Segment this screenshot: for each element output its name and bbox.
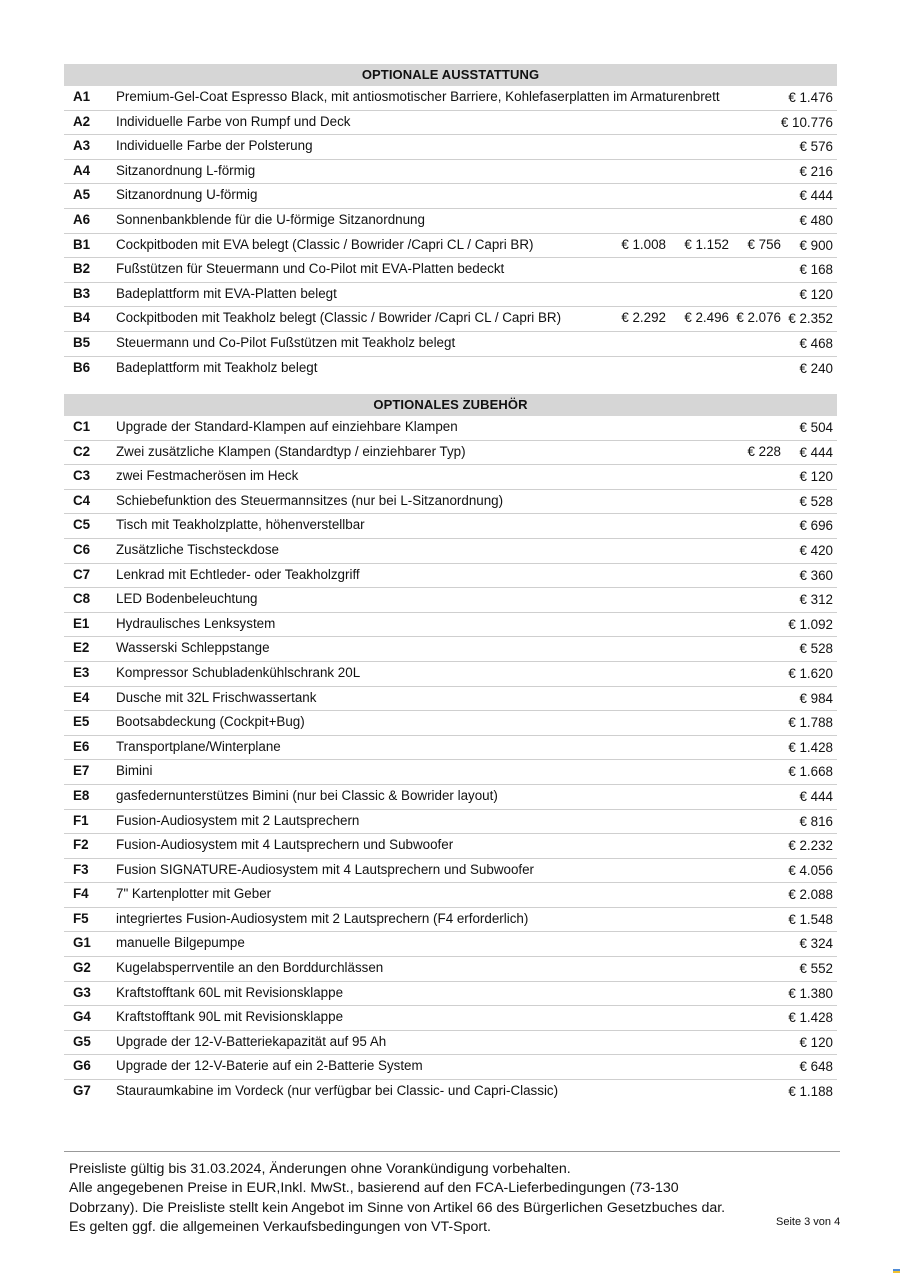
table-row (64, 258, 837, 283)
item-price: € 1.428 (788, 739, 833, 755)
item-description: Sitzanordnung L-förmig (116, 162, 256, 178)
item-price: € 2.232 (788, 838, 833, 854)
table-row (64, 662, 837, 687)
item-code: G1 (73, 935, 91, 951)
optional-accessories-rows (64, 416, 837, 1104)
table-row (64, 441, 837, 466)
item-code: E3 (73, 664, 90, 680)
item-code: E8 (73, 787, 90, 803)
item-price: € 576 (799, 139, 833, 155)
item-description: Sonnenbankblende für die U-förmige Sitzanordnung (116, 211, 425, 227)
item-price: € 816 (799, 813, 833, 829)
table-row (64, 613, 837, 638)
item-price: € 1.092 (788, 616, 833, 632)
item-code: F1 (73, 812, 89, 828)
item-description: Premium-Gel-Coat Espresso Black, mit antiosmotischer Barriere, Kohlefaserplatten im Armaturenbrett (116, 89, 720, 104)
item-variant-price: € 2.076 (736, 310, 781, 326)
footer-line: Preisliste gültig bis 31.03.2024, Änderungen ohne Vorankündigung vorbehalten. (69, 1161, 571, 1177)
item-description: Zwei zusätzliche Klampen (Standardtyp / einziehbarer Typ) (116, 443, 466, 459)
table-row (64, 687, 837, 712)
table-row (64, 283, 837, 308)
item-description: Badeplattform mit EVA-Platten belegt (116, 285, 337, 301)
table-row (64, 86, 837, 111)
optional-accessories-section (64, 394, 837, 1104)
item-price: € 480 (799, 212, 833, 228)
item-price: € 216 (799, 163, 833, 179)
item-code: B5 (73, 334, 91, 350)
item-description: gasfedernunterstützes Bimini (nur bei Classic & Bowrider layout) (116, 787, 498, 803)
item-price: € 528 (799, 493, 833, 509)
item-variant-price: € 2.496 (684, 310, 729, 326)
item-code: A4 (73, 162, 91, 178)
table-row (64, 539, 837, 564)
item-description: Bimini (116, 763, 153, 779)
item-code: B4 (73, 310, 91, 326)
item-code: G6 (73, 1058, 91, 1074)
item-description: Upgrade der Standard-Klampen auf einziehbare Klampen (116, 419, 458, 434)
item-code: E7 (73, 763, 90, 779)
table-row (64, 908, 837, 933)
table-row (64, 1055, 837, 1080)
item-price: € 468 (799, 335, 833, 351)
item-price: € 1.188 (788, 1084, 833, 1100)
item-description: Sitzanordnung U-förmig (116, 187, 258, 203)
item-description: LED Bodenbeleuchtung (116, 591, 258, 607)
page-number: Seite 3 von 4 (776, 1216, 841, 1228)
item-code: E1 (73, 615, 90, 631)
item-price: € 120 (799, 286, 833, 302)
item-code: B6 (73, 359, 91, 375)
corner-mark-icon (893, 1269, 900, 1274)
item-description: Schiebefunktion des Steuermannsitzes (nur bei L-Sitzanordnung) (116, 492, 504, 508)
table-row (64, 160, 837, 185)
item-code: E2 (73, 640, 90, 656)
item-description: Upgrade der 12-V-Batteriekapazität auf 95 Ah (116, 1033, 387, 1049)
table-row (64, 416, 837, 441)
item-price: € 2.088 (788, 887, 833, 903)
table-row (64, 785, 837, 810)
item-code: B2 (73, 261, 91, 277)
item-description: 7" Kartenplotter mit Geber (116, 886, 272, 902)
footer-notes (69, 1160, 789, 1238)
item-description: Dusche mit 32L Frischwassertank (116, 689, 317, 705)
item-description: Cockpitboden mit EVA belegt (Classic / Bowrider /Capri CL / Capri BR) (116, 236, 534, 252)
item-description: Badeplattform mit Teakholz belegt (116, 359, 318, 375)
table-row (64, 135, 837, 160)
item-price: € 1.620 (788, 665, 833, 681)
item-description: Steuermann und Co-Pilot Fußstützen mit Teakholz belegt (116, 334, 456, 350)
table-row (64, 184, 837, 209)
item-variant-price: € 1.008 (621, 236, 666, 252)
item-description: Kraftstofftank 60L mit Revisionsklappe (116, 984, 344, 1000)
item-description: Hydraulisches Lenksystem (116, 615, 276, 631)
item-code: F2 (73, 837, 89, 853)
item-description: Lenkrad mit Echtleder- oder Teakholzgriff (116, 566, 360, 582)
table-row (64, 810, 837, 835)
optional-equipment-section (64, 64, 837, 380)
item-code: C4 (73, 492, 91, 508)
table-row (64, 307, 837, 332)
item-code: C2 (73, 443, 91, 459)
table-row (64, 490, 837, 515)
item-price: € 552 (799, 961, 833, 977)
item-variant-price: € 1.152 (684, 236, 729, 252)
table-row (64, 957, 837, 982)
footer-line: Es gelten ggf. die allgemeinen Verkaufsbedingungen von VT-Sport. (69, 1219, 491, 1236)
table-row (64, 588, 837, 613)
item-price: € 168 (799, 262, 833, 278)
item-description: Zusätzliche Tischsteckdose (116, 541, 279, 557)
item-code: E5 (73, 714, 90, 730)
optional-accessories-heading: OPTIONALES ZUBEHÖR (64, 394, 837, 416)
item-code: F5 (73, 910, 89, 926)
item-code: G2 (73, 960, 91, 976)
item-price: € 528 (799, 641, 833, 657)
item-price: € 1.476 (788, 90, 833, 105)
item-description: zwei Festmacherösen im Heck (116, 468, 299, 484)
table-row (64, 357, 837, 381)
table-row (64, 332, 837, 357)
item-price: € 504 (799, 420, 833, 435)
item-description: Upgrade der 12-V-Baterie auf ein 2-Batterie System (116, 1058, 423, 1074)
item-price: € 1.380 (788, 985, 833, 1001)
item-price: € 120 (799, 1034, 833, 1050)
item-price: € 324 (799, 936, 833, 952)
item-price: € 120 (799, 469, 833, 485)
item-description: Bootsabdeckung (Cockpit+Bug) (116, 714, 305, 730)
table-row (64, 859, 837, 884)
item-code: G5 (73, 1033, 91, 1049)
item-code: E6 (73, 738, 90, 754)
item-description: Fußstützen für Steuermann und Co-Pilot mit EVA-Platten bedeckt (116, 261, 505, 277)
table-row (64, 760, 837, 785)
table-row (64, 883, 837, 908)
item-price: € 312 (799, 592, 833, 608)
optional-equipment-rows (64, 86, 837, 380)
table-row (64, 932, 837, 957)
item-price: € 900 (799, 237, 833, 253)
item-variant-price: € 228 (747, 443, 781, 459)
table-row (64, 465, 837, 490)
table-row (64, 711, 837, 736)
footer-line: Dobrzany). Die Preisliste stellt kein Angebot im Sinne von Artikel 66 des Bürgerlichen Gesetzbuches dar. (69, 1199, 726, 1216)
item-code: A6 (73, 211, 91, 227)
footer-divider (64, 1151, 840, 1152)
item-code: E4 (73, 689, 90, 705)
table-row (64, 1080, 837, 1104)
item-description: Transportplane/Winterplane (116, 738, 281, 754)
table-row (64, 982, 837, 1007)
item-price: € 420 (799, 542, 833, 558)
item-variant-price: € 2.292 (621, 310, 666, 326)
table-row (64, 1006, 837, 1031)
item-price: € 240 (799, 360, 833, 376)
table-row (64, 234, 837, 259)
item-description: Individuelle Farbe der Polsterung (116, 138, 313, 154)
item-price: € 648 (799, 1059, 833, 1075)
item-code: C8 (73, 591, 91, 607)
item-code: G3 (73, 984, 91, 1000)
table-row (64, 111, 837, 136)
table-row (64, 1031, 837, 1056)
item-description: Fusion-Audiosystem mit 2 Lautsprechern (116, 812, 360, 828)
item-price: € 444 (799, 788, 833, 804)
item-description: Kompressor Schubladenkühlschrank 20L (116, 664, 361, 680)
item-code: C1 (73, 419, 91, 434)
item-description: Individuelle Farbe von Rumpf und Deck (116, 113, 351, 129)
item-code: A2 (73, 113, 91, 129)
table-row (64, 834, 837, 859)
item-variant-price: € 756 (747, 236, 781, 252)
table-row (64, 736, 837, 761)
item-price: € 360 (799, 567, 833, 583)
item-code: B1 (73, 236, 91, 252)
table-row (64, 564, 837, 589)
item-price: € 1.548 (788, 911, 833, 927)
item-description: manuelle Bilgepumpe (116, 935, 245, 951)
item-price: € 1.428 (788, 1010, 833, 1026)
item-description: Tisch mit Teakholzplatte, höhenverstellbar (116, 517, 365, 533)
item-price: € 696 (799, 518, 833, 534)
item-description: Fusion-Audiosystem mit 4 Lautsprechern und Subwoofer (116, 837, 454, 853)
item-price: € 10.776 (780, 114, 833, 130)
item-code: C5 (73, 517, 91, 533)
item-code: C3 (73, 468, 91, 484)
item-description: integriertes Fusion-Audiosystem mit 2 Lautsprechern (F4 erforderlich) (116, 910, 529, 926)
item-description: Kraftstofftank 90L mit Revisionsklappe (116, 1009, 344, 1025)
item-price: € 984 (799, 690, 833, 706)
item-price: € 444 (799, 444, 833, 460)
table-row (64, 514, 837, 539)
item-code: A1 (73, 89, 91, 104)
optional-equipment-heading: OPTIONALE AUSSTATTUNG (64, 64, 837, 86)
item-code: A5 (73, 187, 91, 203)
item-code: F3 (73, 861, 89, 877)
item-price: € 4.056 (788, 862, 833, 878)
item-description: Cockpitboden mit Teakholz belegt (Classic / Bowrider /Capri CL / Capri BR) (116, 310, 562, 326)
item-code: C6 (73, 541, 91, 557)
item-code: G4 (73, 1009, 91, 1025)
item-description: Fusion SIGNATURE-Audiosystem mit 4 Lautsprechern und Subwoofer (116, 861, 535, 877)
item-code: B3 (73, 285, 91, 301)
item-description: Wasserski Schleppstange (116, 640, 270, 656)
item-code: C7 (73, 566, 91, 582)
item-price: € 444 (799, 188, 833, 204)
item-code: G7 (73, 1083, 91, 1099)
item-price: € 1.788 (788, 715, 833, 731)
item-price: € 2.352 (788, 311, 833, 327)
table-row (64, 637, 837, 662)
item-price: € 1.668 (788, 764, 833, 780)
item-code: F4 (73, 886, 89, 902)
footer-line: Alle angegebenen Preise in EUR,Inkl. MwSt., basierend auf den FCA-Lieferbedingungen (73-130 (69, 1180, 679, 1197)
item-description: Stauraumkabine im Vordeck (nur verfügbar bei Classic- und Capri-Classic) (116, 1083, 559, 1099)
table-row (64, 209, 837, 234)
corner-mark-stripe (893, 1271, 900, 1273)
item-description: Kugelabsperrventile an den Borddurchlässen (116, 960, 384, 976)
item-code: A3 (73, 138, 91, 154)
